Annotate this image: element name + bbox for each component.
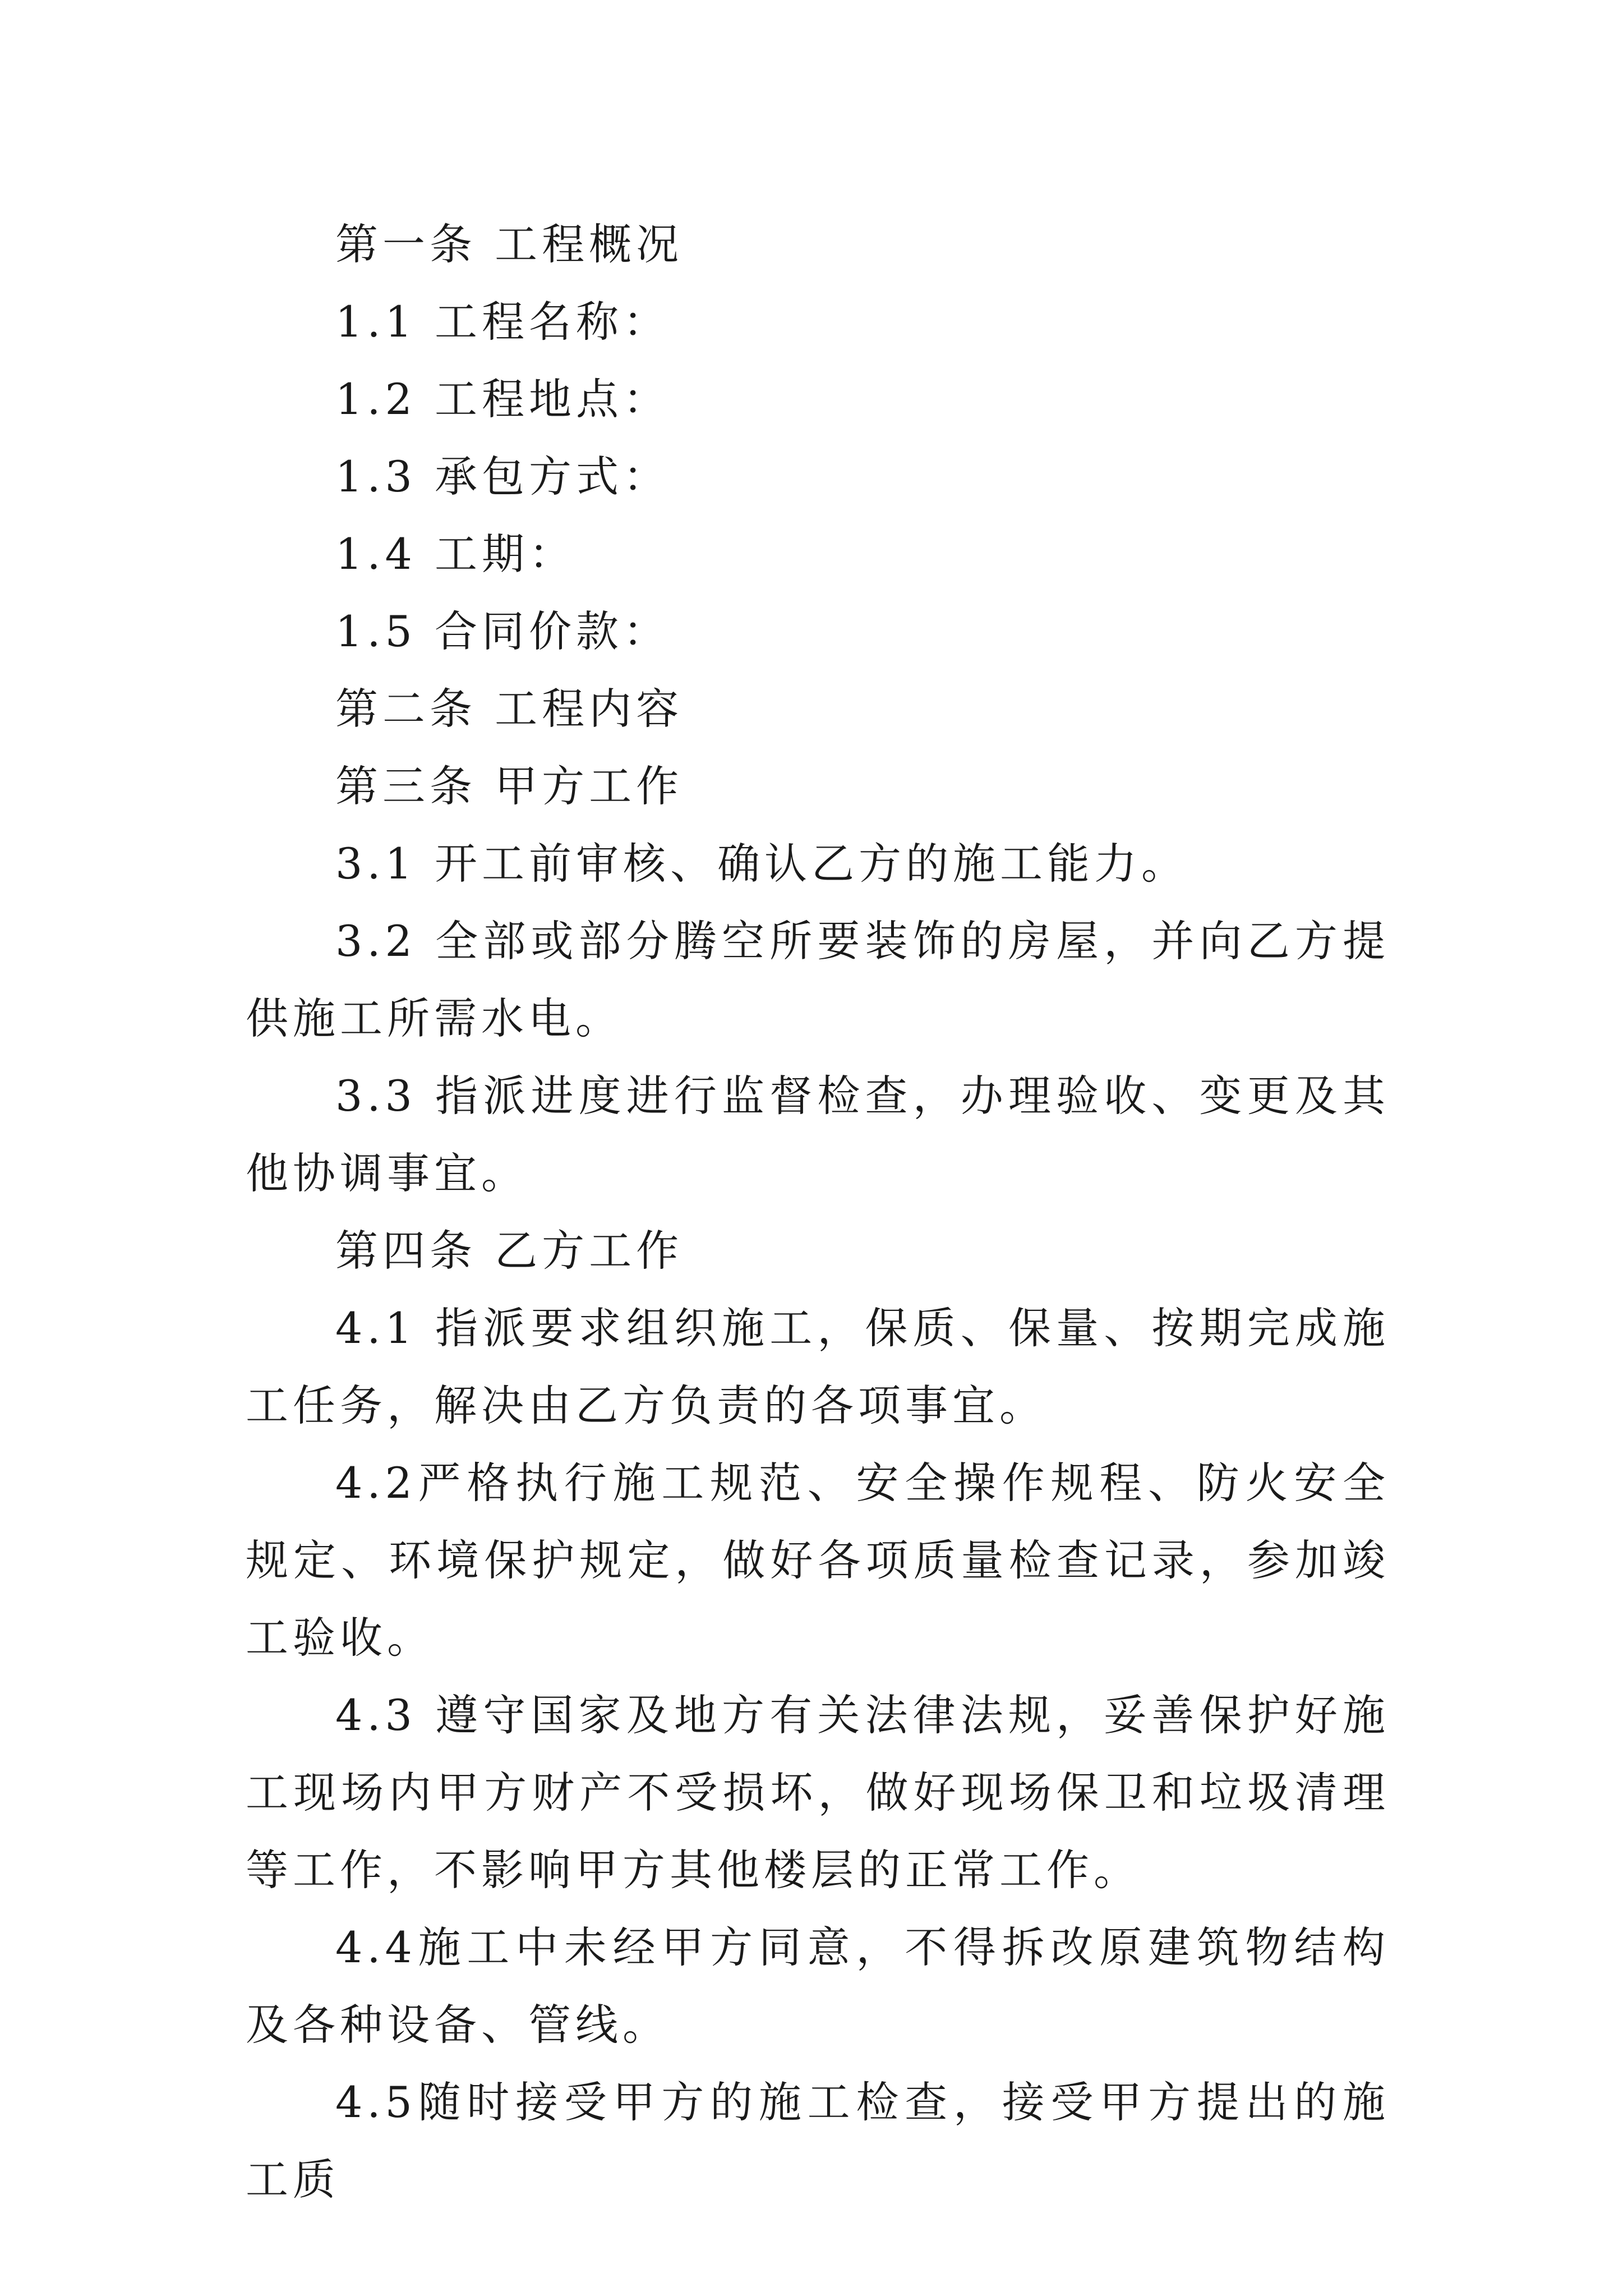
clause-1-3: 1.3 承包方式： xyxy=(335,452,671,501)
clause-3-2: 3.2 全部或部分腾空所要装饰的房屋，并向乙方提供施工所需水电。 xyxy=(246,916,1390,1043)
clause-4-2: 4.2严格执行施工规范、安全操作规程、防火安全规定、环境保护规定，做好各项质量检查记录，参加竣工验收。 xyxy=(246,1458,1390,1663)
article-3-heading: 第三条 甲方工作 xyxy=(335,761,684,811)
clause-1-5: 1.5 合同价款： xyxy=(335,606,671,656)
article-2-heading: 第二条 工程内容 xyxy=(335,684,684,734)
clause-4-5: 4.5随时接受甲方的施工检查，接受甲方提出的施工质 xyxy=(246,2077,1390,2205)
clause-4-3: 4.3 遵守国家及地方有关法律法规，妥善保护好施工现场内甲方财产不受损坏，做好现场保卫和垃圾清理等工作，不影响甲方其他楼层的正常工作。 xyxy=(246,1690,1390,1895)
clause-1-4: 1.4 工期： xyxy=(335,529,577,579)
clause-3-3: 3.3 指派进度进行监督检查，办理验收、变更及其他协调事宜。 xyxy=(246,1071,1390,1198)
clause-4-1: 4.1 指派要求组织施工，保质、保量、按期完成施工任务，解决由乙方负责的各项事宜。 xyxy=(246,1303,1390,1430)
article-1-heading: 第一条 工程概况 xyxy=(335,219,684,269)
clause-1-2: 1.2 工程地点： xyxy=(335,374,671,424)
document-body xyxy=(246,206,1390,2219)
clause-1-1: 1.1 工程名称： xyxy=(335,297,671,347)
article-4-heading: 第四条 乙方工作 xyxy=(335,1226,684,1276)
clause-3-1: 3.1 开工前审核、确认乙方的施工能力。 xyxy=(335,839,1189,889)
clause-4-4: 4.4施工中未经甲方同意，不得拆改原建筑物结构及各种设备、管线。 xyxy=(246,1922,1390,2050)
